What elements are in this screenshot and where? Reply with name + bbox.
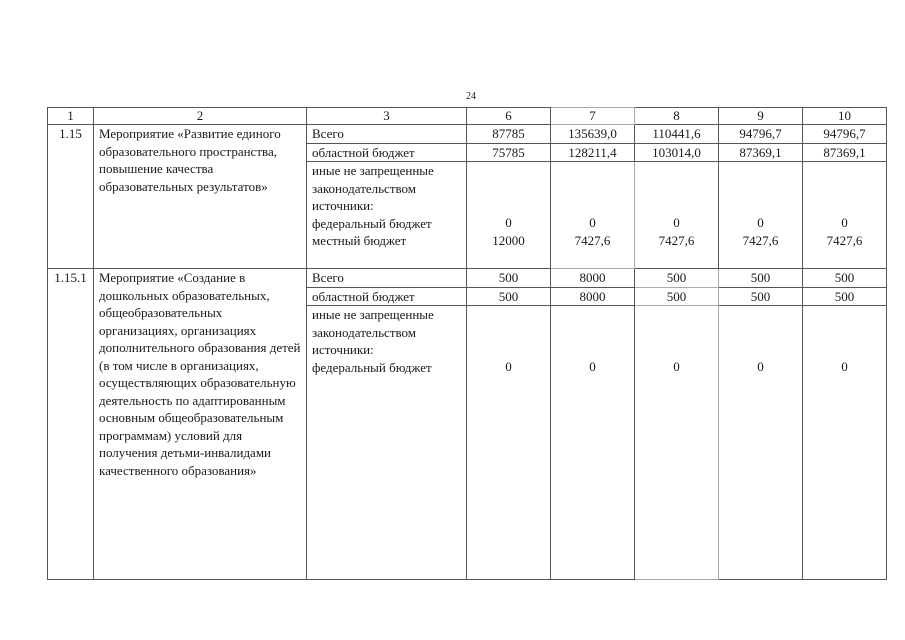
source-other-label <box>307 162 467 269</box>
source-other-line: иные не запрещенные <box>312 307 434 322</box>
table-row <box>48 269 887 288</box>
item-name: Мероприятие «Создание в дошкольных образовательных, общеобразовательных организациях, организациях дополнительного образования детей (в том числе в организациях, осуществляющих образовательную деятельность по адаптированным основным общеобразовательным программам) условий для получения детьми-инвалидами качественного образования» <box>94 269 307 580</box>
value-cell: 8000 <box>551 287 635 306</box>
value-cell: 94796,7 <box>719 125 803 144</box>
value-cell: 94796,7 <box>803 125 887 144</box>
col-header-10: 10 <box>803 108 887 125</box>
value-cell: 500 <box>719 287 803 306</box>
value-cell: 75785 <box>467 143 551 162</box>
federal-value: 0 <box>673 359 680 374</box>
item-id: 1.15 <box>48 125 94 269</box>
source-other-line: источники: <box>312 342 374 357</box>
value-cell: 135639,0 <box>551 125 635 144</box>
col-header-3: 3 <box>307 108 467 125</box>
col-header-8: 8 <box>635 108 719 125</box>
value-cell: 500 <box>803 287 887 306</box>
federal-value: 0 <box>505 359 512 374</box>
federal-value: 0 <box>841 215 848 230</box>
source-federal-label: федеральный бюджет <box>312 359 432 375</box>
local-value: 7427,6 <box>742 232 779 248</box>
value-cell <box>803 306 887 580</box>
value-cell <box>803 162 887 269</box>
source-federal-label: федеральный бюджет <box>312 215 432 231</box>
local-value: 7427,6 <box>574 232 611 248</box>
budget-table <box>47 107 887 580</box>
local-value: 12000 <box>492 232 525 248</box>
value-cell <box>467 162 551 269</box>
value-cell <box>635 162 719 269</box>
value-cell: 500 <box>467 287 551 306</box>
value-cell <box>467 306 551 580</box>
source-other-line: законодательством <box>312 324 417 340</box>
local-value: 7427,6 <box>658 232 695 248</box>
col-header-6: 6 <box>467 108 551 125</box>
value-cell <box>551 162 635 269</box>
value-cell: 103014,0 <box>635 143 719 162</box>
federal-value: 0 <box>757 359 764 374</box>
source-local-label: местный бюджет <box>312 233 407 248</box>
header-row <box>48 108 887 125</box>
col-header-2: 2 <box>94 108 307 125</box>
federal-value: 0 <box>673 215 680 230</box>
federal-value: 0 <box>505 215 512 230</box>
page-number: 24 <box>466 91 476 102</box>
value-cell: 8000 <box>551 269 635 288</box>
source-other-line: законодательством <box>312 180 417 196</box>
value-cell: 500 <box>635 269 719 288</box>
value-cell: 87785 <box>467 125 551 144</box>
source-total-label: Всего <box>307 269 467 288</box>
source-regional-label: областной бюджет <box>307 287 467 306</box>
value-cell <box>719 306 803 580</box>
source-other-line: источники: <box>312 198 374 213</box>
value-cell: 110441,6 <box>635 125 719 144</box>
table-row <box>48 125 887 144</box>
col-header-9: 9 <box>719 108 803 125</box>
value-cell: 500 <box>719 269 803 288</box>
federal-value: 0 <box>589 215 596 230</box>
value-cell <box>719 162 803 269</box>
col-header-7: 7 <box>551 108 635 125</box>
value-cell: 500 <box>635 287 719 306</box>
source-regional-label: областной бюджет <box>307 143 467 162</box>
value-cell: 87369,1 <box>719 143 803 162</box>
source-total-label: Всего <box>307 125 467 144</box>
item-id: 1.15.1 <box>48 269 94 580</box>
value-cell: 87369,1 <box>803 143 887 162</box>
value-cell: 500 <box>467 269 551 288</box>
col-header-1: 1 <box>48 108 94 125</box>
value-cell <box>635 306 719 580</box>
source-other-label <box>307 306 467 580</box>
value-cell: 128211,4 <box>551 143 635 162</box>
source-other-line: иные не запрещенные <box>312 163 434 178</box>
item-name: Мероприятие «Развитие единого образовательного пространства, повышение качества образовательных результатов» <box>94 125 307 269</box>
local-value: 7427,6 <box>826 232 863 248</box>
value-cell: 500 <box>803 269 887 288</box>
federal-value: 0 <box>841 359 848 374</box>
federal-value: 0 <box>589 359 596 374</box>
federal-value: 0 <box>757 215 764 230</box>
value-cell <box>551 306 635 580</box>
